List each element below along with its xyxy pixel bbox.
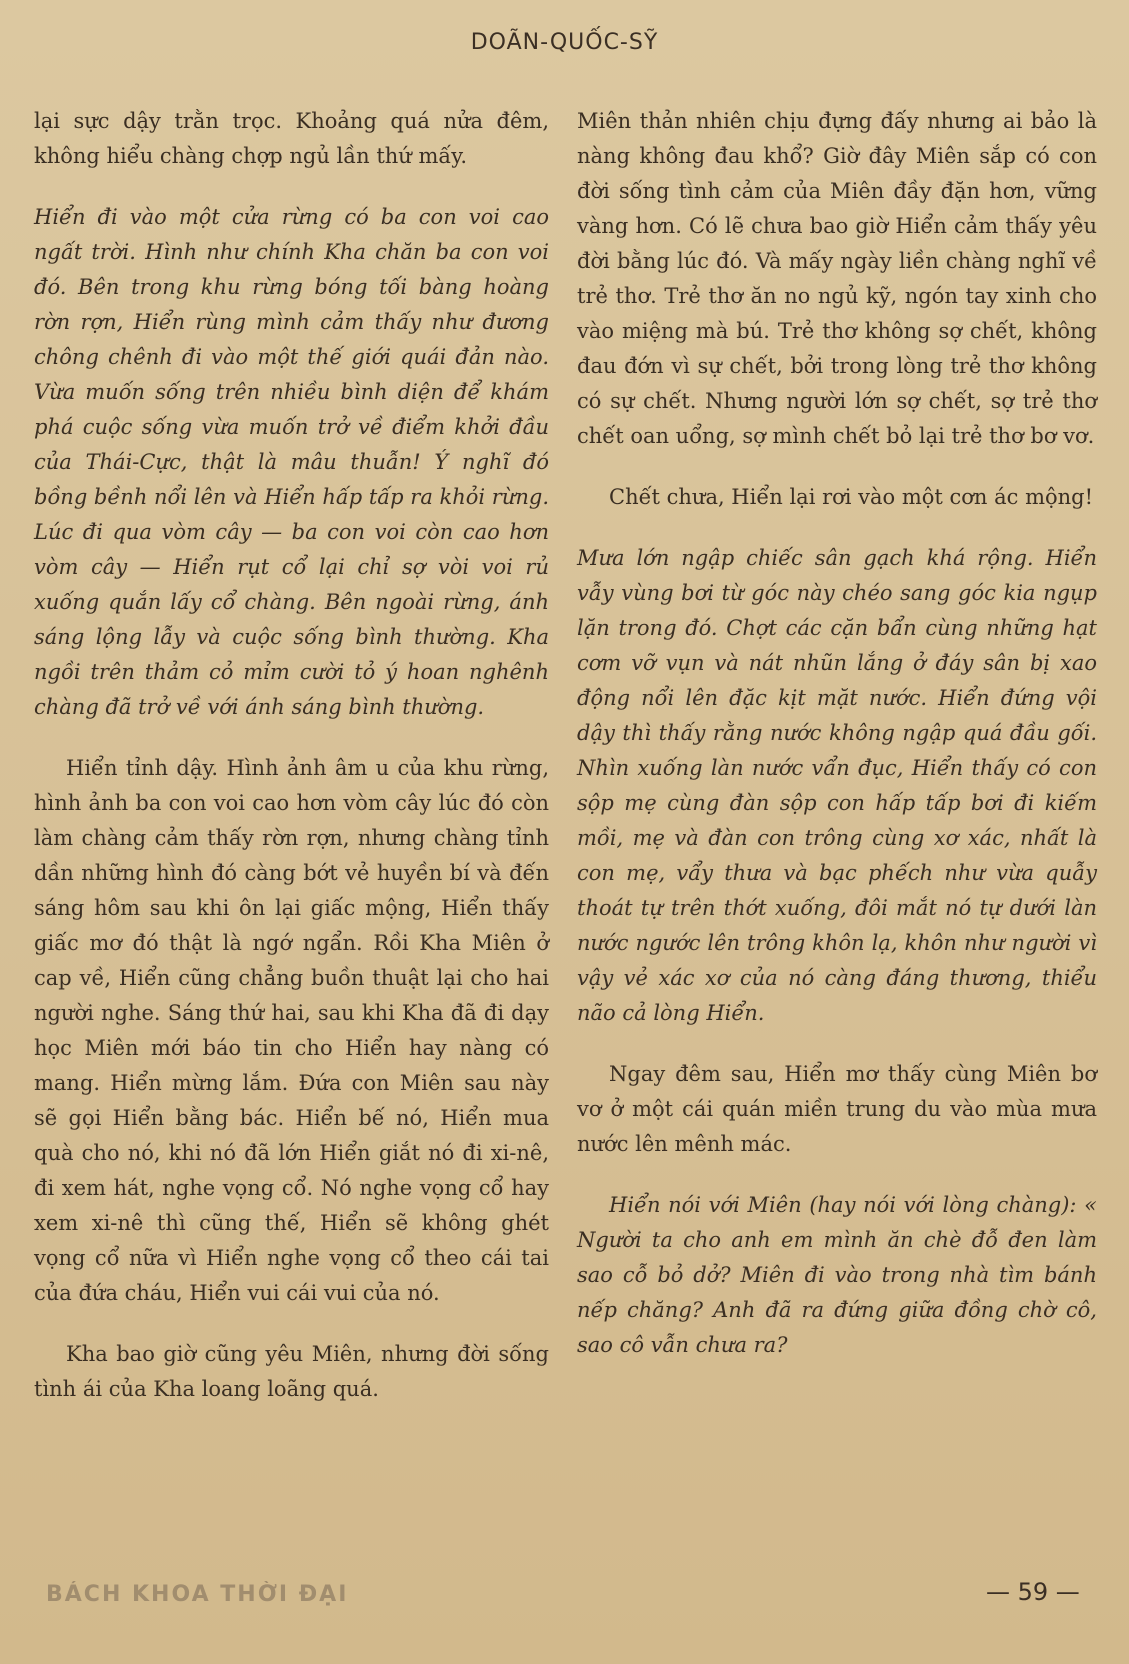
paragraph: Chết chưa, Hiển lại rơi vào một cơn ác mộng! [609,485,1094,509]
right-column [577,104,1097,1389]
paragraph: Miên thản nhiên chịu đựng đấy nhưng ai bảo là nàng không đau khổ? Giờ đây Miên sắp có con đời sống tình cảm của Miên đầy đặn hơn, vững vàng hơn. Có lẽ chưa bao giờ Hiển cảm thấy yêu đời bằng lúc đó. Và mấy ngày liền chàng nghĩ về trẻ thơ. Trẻ thơ ăn no ngủ kỹ, ngón tay xinh cho vào miệng mà bú. Trẻ thơ không sợ chết, không đau đớn vì sự chết, bởi trong lòng trẻ thơ không có sự chết. Nhưng người lớn sợ chết, sợ trẻ thơ chết oan uổng, sợ mình chết bỏ lại trẻ thơ bơ vơ. [577,109,1097,448]
left-column [34,104,549,1433]
paragraph: Ngay đêm sau, Hiển mơ thấy cùng Miên bơ vơ ở một cái quán miền trung du vào mùa mưa nước lên mênh mác. [577,1062,1097,1156]
paragraph: lại sực dậy trằn trọc. Khoảng quá nửa đêm, không hiểu chàng chợp ngủ lần thứ mấy. [34,109,549,168]
dream-paragraph: Hiển nói với Miên (hay nói với lòng chàng): « Người ta cho anh em mình ăn chè đỗ đen làm sao cỗ bỏ dở? Miên đi vào trong nhà tìm bánh nếp chăng? Anh đã ra đứng giữa đồng chờ cô, sao cô vẫn chưa ra? [577,1193,1097,1357]
paragraph: Kha bao giờ cũng yêu Miên, nhưng đời sống tình ái của Kha loang loãng quá. [34,1342,549,1401]
page-number: — 59 — [986,1578,1080,1606]
dream-paragraph: Mưa lớn ngập chiếc sân gạch khá rộng. Hiển vẫy vùng bơi từ góc này chéo sang góc kia ngụp lặn trong đó. Chợt các cặn bẩn cùng những hạt cơm vỡ vụn và nát nhũn lắng ở đáy sân bị xao động nổi lên đặc kịt mặt nước. Hiển đứng vội dậy thì thấy rằng nước không ngập quá đầu gối. Nhìn xuống làn nước vẩn đục, Hiển thấy có con sộp mẹ cùng đàn sộp con hấp tấp bơi đi kiếm mồi, mẹ và đàn con trông cùng xơ xác, nhất là con mẹ, vẩy thưa và bạc phếch như vừa quẫy thoát tự trên thớt xuống, đôi mắt nó tự dưới làn nước ngước lên trông khôn lạ, khôn như người vì vậy vẻ xác xơ của nó càng đáng thương, thiểu não cả lòng Hiển. [577,546,1097,1025]
running-header-author: DOÃN-QUỐC-SỸ [470,30,659,55]
paragraph: Hiển tỉnh dậy. Hình ảnh âm u của khu rừng, hình ảnh ba con voi cao hơn vòm cây lúc đó còn làm chàng cảm thấy rờn rợn, nhưng chàng tỉnh dần những hình đó càng bớt vẻ huyền bí và đến sáng hôm sau khi ôn lại giấc mộng, Hiển thấy giấc mơ đó thật là ngớ ngẩn. Rồi Kha Miên ở cap về, Hiển cũng chẳng buồn thuật lại cho hai người nghe. Sáng thứ hai, sau khi Kha đã đi dạy học Miên mới báo tin cho Hiển hay nàng có mang. Hiển mừng lắm. Đứa con Miên sau này sẽ gọi Hiển bằng bác. Hiển bế nó, Hiển mua quà cho nó, khi nó đã lớn Hiển giắt nó đi xi-nê, đi xem hát, nghe vọng cổ. Nó nghe vọng cổ hay xem xi-nê thì cũng thế, Hiển sẽ không ghét vọng cổ nữa vì Hiển nghe vọng cổ theo cái tai của đứa cháu, Hiển vui cái vui của nó. [34,756,549,1305]
dream-paragraph: Hiển đi vào một cửa rừng có ba con voi cao ngất trời. Hình như chính Kha chăn ba con voi đó. Bên trong khu rừng bóng tối bàng hoàng rờn rợn, Hiển rùng mình cảm thấy như đương chông chênh đi vào một thế giới quái đản nào. Vừa muốn sống trên nhiều bình diện để khám phá cuộc sống vừa muốn trở về điểm khởi đầu của Thái-Cực, thật là mâu thuẫn! Ý nghĩ đó bồng bềnh nổi lên và Hiển hấp tấp ra khỏi rừng. Lúc đi qua vòm cây — ba con voi còn cao hơn vòm cây — Hiển rụt cổ lại chỉ sợ vòi voi rủ xuống quắn lấy cổ chàng. Bên ngoài rừng, ánh sáng lộng lẫy và cuộc sống bình thường. Kha ngồi trên thảm cỏ mỉm cười tỏ ý hoan nghênh chàng đã trở về với ánh sáng bình thường. [34,205,550,719]
magazine-name-footer: BÁCH KHOA THỜI ĐẠI [46,1582,349,1607]
